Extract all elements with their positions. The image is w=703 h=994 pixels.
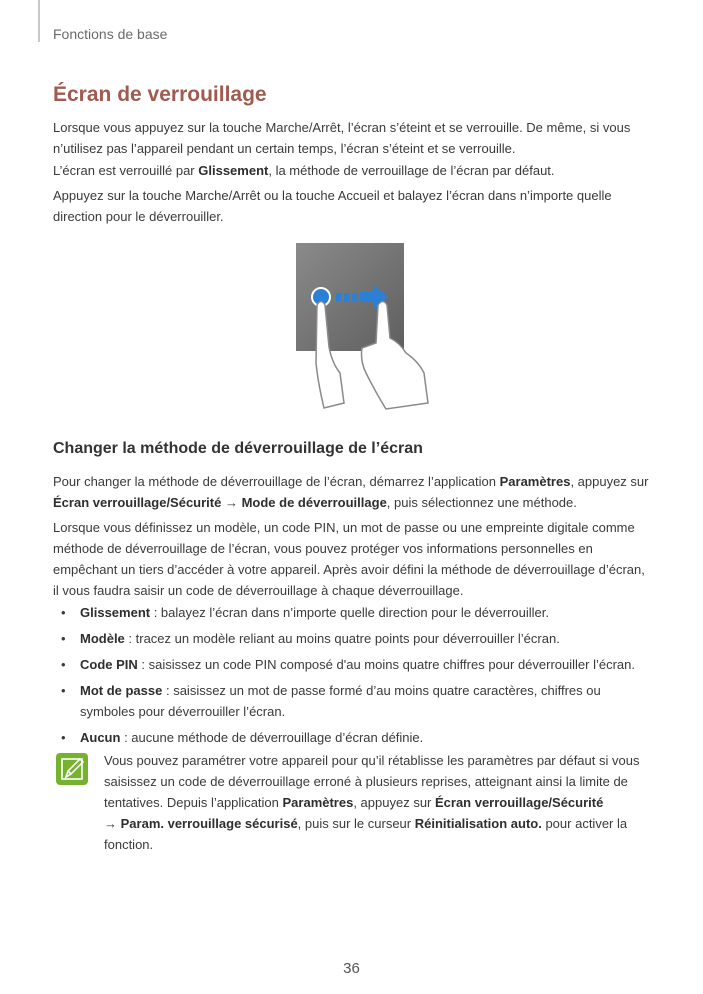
subsection-title: Changer la méthode de déverrouillage de l’écran — [53, 440, 423, 457]
list-item: • Aucun : aucune méthode de déverrouillage d’écran définie. — [53, 727, 653, 748]
intro-paragraph-2: L’écran est verrouillé par Glissement, la méthode de verrouillage de l’écran par défaut. — [53, 163, 555, 178]
list-item: • Code PIN : saisissez un code PIN composé d'au moins quatre chiffres pour déverrouiller l’écran. — [53, 654, 653, 675]
page-number: 36 — [343, 960, 360, 977]
page-title: Écran de verrouillage — [53, 83, 267, 106]
header-divider — [38, 0, 40, 42]
subsection-paragraph-2: Lorsque vous définissez un modèle, un code PIN, un mot de passe ou une empreinte digitale comme méthode de déverrouillage de l’écran, vous pouvez protéger vos informations personnelles en empêchant un tiers d’accéder à votre appareil. Après avoir défini la méthode de déverrouillage d’écran, il vous faudra saisir un code de déverrouillage à chaque déverrouillage. — [53, 520, 645, 598]
swipe-illustration — [296, 243, 436, 413]
section-label: Fonctions de base — [53, 26, 168, 42]
list-item: • Mot de passe : saisissez un mot de passe formé d’au moins quatre caractères, chiffres ou symboles pour déverrouiller l’écran. — [53, 680, 653, 722]
list-item: • Modèle : tracez un modèle reliant au moins quatre points pour déverrouiller l’écran. — [53, 628, 653, 649]
list-item: • Glissement : balayez l’écran dans n’importe quelle direction pour le déverrouiller. — [53, 602, 653, 623]
unlock-methods-list — [53, 602, 653, 753]
intro-paragraph-1: Lorsque vous appuyez sur la touche Marche/Arrêt, l’écran s’éteint et se verrouille. De même, si vous n’utilisez pas l’appareil pendant un certain temps, l’écran s’éteint et se verrouille. — [53, 120, 631, 156]
bullet-icon: • — [61, 631, 66, 646]
subsection-paragraph-1: Pour changer la méthode de déverrouillage de l’écran, démarrez l’application Paramètres, appuyez sur Écran verrouillage/Sécurité → Mode de déverrouillage, puis sélectionnez une méthode. — [53, 474, 649, 510]
note-pencil-icon — [56, 753, 88, 785]
bullet-icon: • — [61, 605, 66, 620]
intro-paragraph-3: Appuyez sur la touche Marche/Arrêt ou la touche Accueil et balayez l’écran dans n’importe quelle direction pour le déverrouiller. — [53, 188, 612, 224]
bullet-icon: • — [61, 657, 66, 672]
bullet-icon: • — [61, 730, 66, 745]
bullet-icon: • — [61, 683, 66, 698]
note-text: Vous pouvez paramétrer votre appareil pour qu’il rétablisse les paramètres par défaut si vous saisissez un code de déverrouillage erroné à plusieurs reprises, atteignant ainsi la limite de tentatives. Depuis l’application Paramètres, appuyez sur Écran verrouillage/Sécurité → Param. verrouillage sécurisé, puis sur le curseur Réinitialisation auto. pour activer la fonction. — [104, 753, 640, 852]
